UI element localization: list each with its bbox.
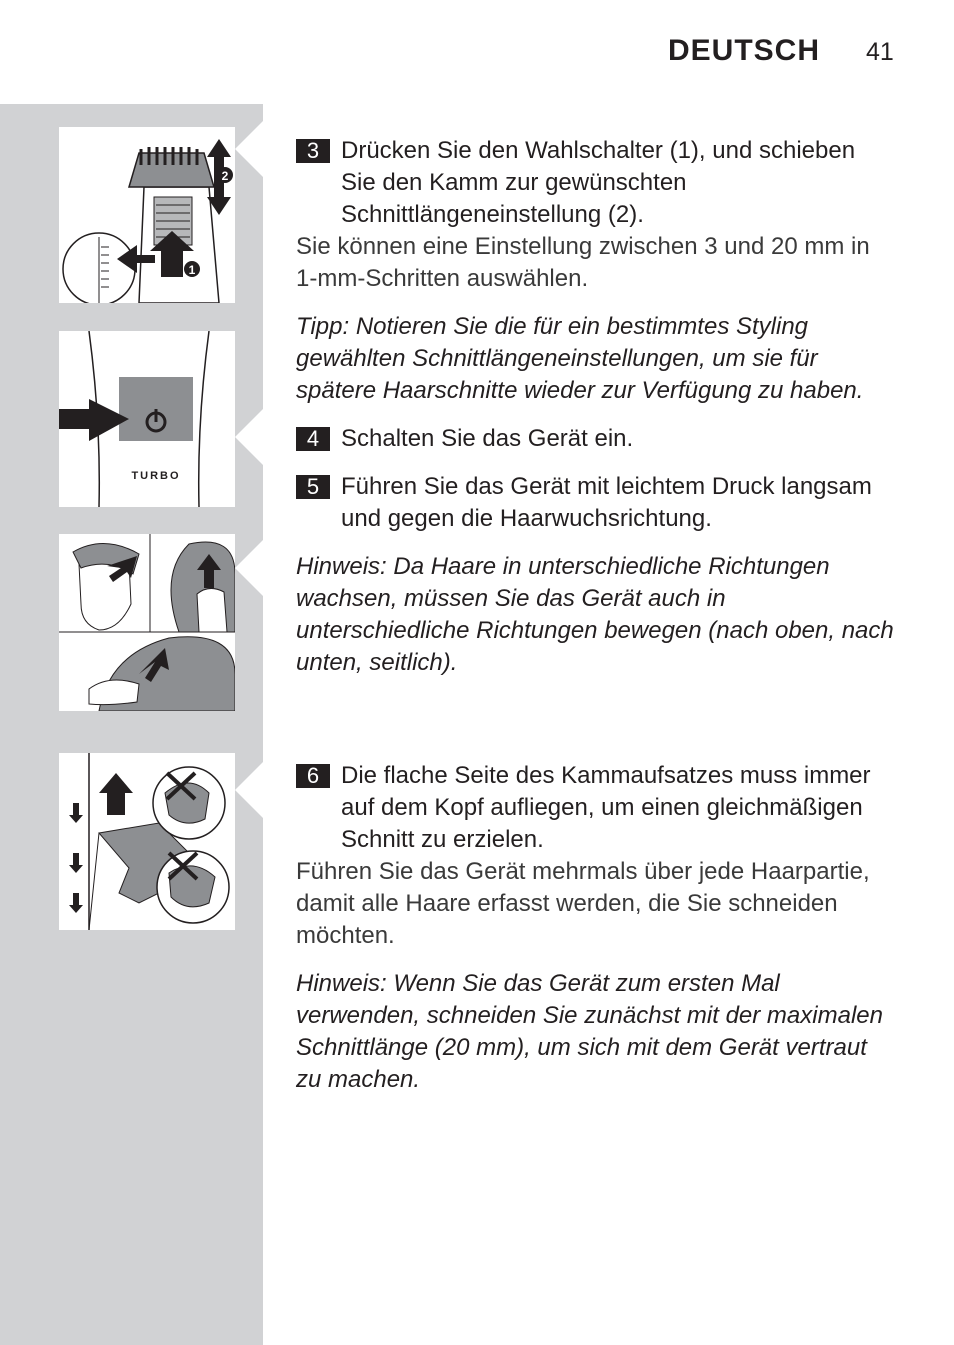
flat-side-illustration <box>59 753 235 930</box>
step-6 <box>296 760 896 856</box>
figure-pointer <box>235 540 263 596</box>
comb-adjustment-illustration <box>59 127 235 303</box>
cutting-directions-illustration <box>59 534 235 711</box>
step-text: Schalten Sie das Gerät ein. <box>341 425 634 452</box>
paragraph-setting-range: Sie können eine Einstellung zwischen 3 und 20 mm in 1-mm-Schritten auswählen. <box>296 233 870 292</box>
step-number: 4 <box>296 427 330 451</box>
step-text: Die flache Seite des Kammaufsatzes muss immer auf dem Kopf aufliegen, um einen gleichmäßigen Schnitt zu erzielen. <box>341 762 871 853</box>
page-number: 41 <box>866 38 894 66</box>
step-number: 5 <box>296 475 330 499</box>
turbo-label: TURBO <box>131 470 181 482</box>
step-text: Führen Sie das Gerät mit leichtem Druck langsam und gegen die Haarwuchsrichtung. <box>341 473 872 532</box>
figure-flat-side <box>59 753 235 930</box>
figure-pointer <box>235 121 263 177</box>
step-number: 3 <box>296 139 330 163</box>
note-hint-directions: Hinweis: Da Haare in unterschiedliche Richtungen wachsen, müssen Sie das Gerät auch in unterschiedliche Richtungen bewegen (nach oben, nach unten, seitlich). <box>296 553 894 676</box>
badge-1: 1 <box>188 263 196 277</box>
paragraph-multiple-passes: Führen Sie das Gerät mehrmals über jede Haarpartie, damit alle Haare erfasst werden, die Sie schneiden möchten. <box>296 858 870 949</box>
step-number: 6 <box>296 764 330 788</box>
power-button-illustration <box>59 331 235 507</box>
step-5 <box>296 471 896 535</box>
note-tip: Tipp: Notieren Sie die für ein bestimmtes Styling gewählten Schnittlängeneinstellungen, um sie für spätere Haarschnitte wieder zur Verfügung zu haben. <box>296 313 864 404</box>
step-text: Drücken Sie den Wahlschalter (1), und schieben Sie den Kamm zur gewünschten Schnittlängeneinstellung (2). <box>341 137 856 228</box>
badge-2: 2 <box>221 169 229 183</box>
figure-cutting-directions <box>59 534 235 711</box>
step-3 <box>296 135 896 231</box>
figure-pointer <box>235 409 263 465</box>
figure-power-button <box>59 331 235 507</box>
step-4 <box>296 423 896 455</box>
figure-comb-adjustment <box>59 127 235 303</box>
figure-pointer <box>235 762 263 818</box>
note-hint-first-use: Hinweis: Wenn Sie das Gerät zum ersten Mal verwenden, schneiden Sie zunächst mit der maximalen Schnittlänge (20 mm), um sich mit dem Gerät vertraut zu machen. <box>296 970 883 1093</box>
section-language: DEUTSCH <box>668 34 821 67</box>
